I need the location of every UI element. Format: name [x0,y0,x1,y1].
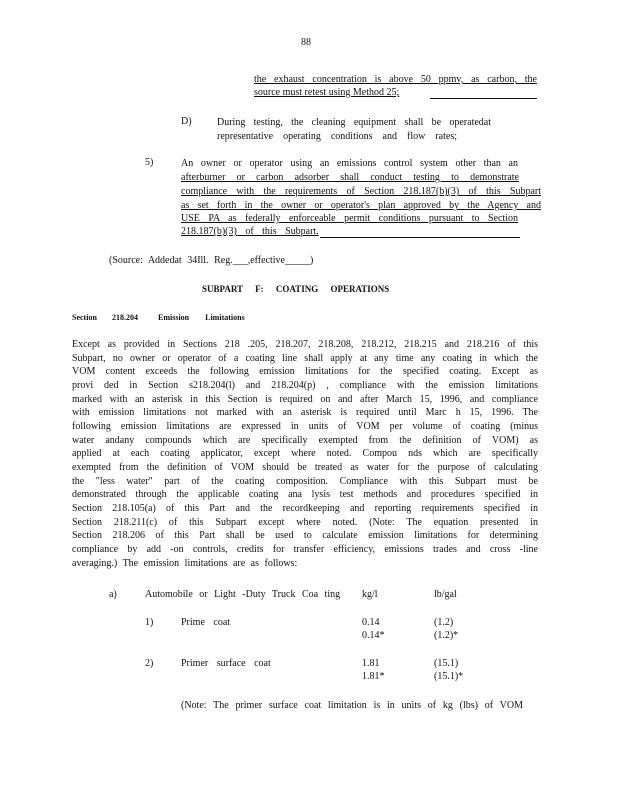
row-2-name: Primer surface coat [181,658,271,669]
body-line: following emission limitations are expressed in units of VOM per volume of coating (minus [72,420,538,432]
body-line: VOM content exceeds the following emission limitations for the specified coating. Except as [72,366,538,378]
row-1-lb-1: (1.2) [434,617,454,628]
item-5-underline-extension [320,237,520,238]
table-col-lb: lb/gal [434,589,457,600]
body-line: provi ded in Section s218.204(l) and 218.204(p) , compliance with the emission limitations [72,379,538,391]
item-d-line-1: During testing, the cleaning equipment shall be operatedat [217,117,491,128]
item-5-underlined-line-3: as set forth in the owner or operator's plan approved by the Agency and [181,200,541,211]
subpart-heading: SUBPART F: COATING OPERATIONS [202,284,390,294]
body-line: applied at each coating applicator, except where noted. Compou nds which are specifically [72,448,538,460]
section-label: Section [72,313,97,322]
item-d-marker: D) [181,116,192,127]
body-line: Section 218.211(c) of this Subpart except where noted. (Note: The equation presented in [72,516,538,528]
section-title: Emission Limitations [158,313,245,322]
table-category: Automobile or Light -Duty Truck Coa ting [145,589,341,600]
exhaust-line-1: the exhaust concentration is above 50 ppmv, as carbon, the [254,74,537,85]
item-d-line-2: representative operating conditions and flow rates; [217,131,457,142]
source-note [109,255,313,267]
body-line: demonstrated through the applicable coating ana lysis test methods and procedures specified in [72,489,538,501]
body-last-line: averaging.) The emission limitations are as follows: [72,557,298,569]
source-note-blank-2: _____ [285,255,310,266]
row-1-lb-2: (1.2)* [434,630,459,641]
page-number: 88 [301,37,311,48]
item-5-first-line: An owner or operator using an emissions control system other than an [181,158,518,169]
note-line: (Note: The primer surface coat limitation is in units of kg (lbs) of VOM [181,700,523,711]
item-5-underlined-line-4: USE PA as federally enforceable permit conditions pursuant to Section [181,213,518,224]
body-line: marked with an asterisk in this Section is required on and after March 15, 1996, and compliance [72,393,538,405]
item-5-underlined-line-5: 218.187(b)(3) of this Subpart. [181,226,319,237]
row-2-lb-2: (15.1)* [434,671,464,682]
table-letter: a) [109,589,117,600]
body-line: Except as provided in Sections 218 .205, 218.207, 218.208, 218.212, 218.215 and 218.216 of this [72,339,538,350]
item-5-marker: 5) [145,157,154,168]
row-2-kg-2: 1.81* [362,671,385,682]
row-1-kg-2: 0.14* [362,630,385,641]
exhaust-underline-extension [430,98,537,99]
source-note-prefix: (Source: Addedat 34Ill. Reg. [109,255,233,266]
body-line: with emission limitations not marked with an asterisk is required until Marc h 15, 1996. The [72,407,538,419]
body-line: Subpart, no owner or operator of a coating line shall apply at any time any coating in which the [72,352,538,364]
row-1-number: 1) [145,617,154,628]
body-line: the "less water" part of the coating composition. Compliance with this Subpart must be [72,475,538,487]
body-paragraph [72,338,538,570]
row-2-kg-1: 1.81 [362,658,380,669]
body-line: Section 218.206 of this Part shall be used to calculate emission limitations for determining [72,530,538,542]
table-col-kg: kg/l [362,589,378,600]
exhaust-line-2: source must retest using Method 25; [254,87,400,98]
row-1-name: Prime coat [181,617,231,628]
body-line: compliance by add -on controls, credits for transfer efficiency, emissions trades and cross -line [72,543,538,555]
section-number: 218.204 [112,313,138,322]
source-note-blank-1: ___ [232,255,248,266]
body-line: Section 218.105(a) of this Part and the recordkeeping and reporting requirements specified in [72,502,538,514]
source-note-middle: ,effective [247,255,285,266]
item-5-underlined-line-2: compliance with the requirements of Section 218.187(b)(3) of this Subpart [181,186,541,197]
row-2-lb-1: (15.1) [434,658,459,669]
item-5-underlined-line-1: afterburner or carbon adsorber shall conduct testing to demonstrate [181,172,519,183]
body-line: water andany compounds which are specifically exempted from the definition of VOM) as [72,434,538,446]
row-1-kg-1: 0.14 [362,617,380,628]
source-note-suffix: ) [310,255,314,266]
row-2-number: 2) [145,658,154,669]
body-line: exempted from the definition of VOM should be treated as water for the purpose of calculating [72,461,538,473]
